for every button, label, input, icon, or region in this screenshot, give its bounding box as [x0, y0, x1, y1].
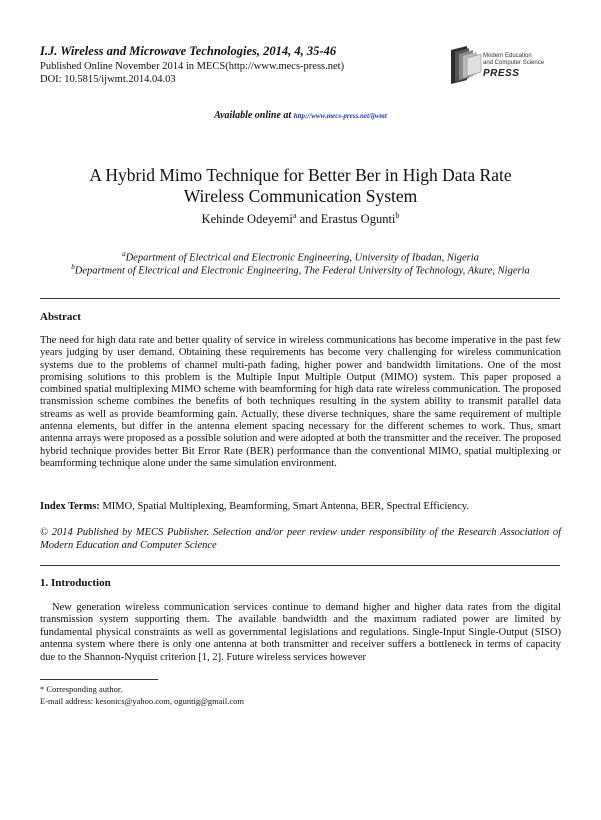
bottom-divider	[40, 565, 560, 566]
title-line-1: A Hybrid Mimo Technique for Better Ber in High Data Rate	[89, 165, 512, 185]
author-list	[0, 211, 601, 227]
available-online	[0, 110, 601, 121]
available-label: Available online at	[214, 110, 292, 121]
journal-citation: I.J. Wireless and Microwave Technologies, 2014, 4, 35-46	[40, 44, 337, 58]
abstract-heading: Abstract	[40, 311, 81, 323]
title-line-2: Wireless Communication System	[183, 186, 418, 206]
footnote-corresponding: * Corresponding author.	[40, 684, 123, 694]
doi-line: DOI: 10.5815/ijwmt.2014.04.03	[40, 74, 176, 85]
logo-caption	[483, 53, 563, 66]
affiliation-b	[0, 263, 601, 277]
logo-press: PRESS	[483, 68, 520, 79]
introduction-body: New generation wireless communication services continue to demand higher and higher data rates from the digital transmission system supporting them. The available bandwidth and the maximum radiated power are limited by fundamental physical constraints as well as governmental legislations and regulations. Single-Input Single-Output (SISO) antenna system where there is only one antenna at both transmitter and receiver suffers a bottleneck in terms of capacity due to the Shannon-Nyquist criterion [1, 2]. Future wireless services however	[40, 602, 561, 663]
affiliation-b-sup: b	[71, 263, 75, 271]
journal-url-link[interactable]: http://www.mecs-press.net/ijwmt	[293, 112, 387, 120]
author-and: and	[296, 212, 321, 227]
logo-line-2: and Computer Science	[483, 59, 545, 66]
affiliation-a	[0, 250, 601, 264]
author-2-sup: b	[395, 211, 400, 220]
index-terms-text: MIMO, Spatial Multiplexing, Beamforming, Smart Antenna, BER, Spectral Efficiency.	[99, 501, 469, 512]
books-logo-icon	[447, 44, 483, 86]
footnote-rule	[40, 679, 158, 680]
footnote-email: E-mail address: kesonics@yahoo.com, oguntig@gmail.com	[40, 696, 245, 706]
affiliation-a-text: Department of Electrical and Electronic Engineering, University of Ibadan, Nigeria	[125, 252, 479, 264]
author-2: Erastus Ogunti	[320, 212, 396, 227]
top-divider	[40, 298, 560, 299]
copyright-notice: © 2014 Published by MECS Publisher. Selection and/or peer review under responsibility of the Research Association of Modern Education and Computer Science	[40, 527, 561, 551]
affiliation-a-sup: a	[122, 250, 126, 258]
index-terms	[40, 501, 561, 512]
abstract-body: The need for high data rate and better quality of service in wireless communications has become imperative in the past few years judging by user demand. Obtaining these requirements has become very challenging for wireless communication systems due to the problems of channel multi-path fading, higher power and bandwidth limitations. One of the most promising solutions to this problem is the Multiple Input Multiple Output (MIMO) system. This paper proposed a combined spatial multiplexing MIMO scheme with beamforming for high data rate wireless communication. The proposed transmission scheme combines the benefits of both techniques resulting in the system ability to transmit parallel data streams as well as provide beamforming gain. Actually, these diverse techniques, share the same requirement of multiple antenna elements, but differ in the antenna element spacing necessary for the different schemes to work. Thus, smart antenna arrays were proposed as a possible solution and were adopted at both the transmitter and the receiver. The proposed hybrid technique provides better Bit Error Rate (BER) performance than the conventional MIMO, spatial multiplexing or beamforming technique alone under the same simulation environment.	[40, 335, 561, 469]
publisher-logo	[447, 44, 559, 86]
affiliation-b-text: Department of Electrical and Electronic Engineering, The Federal University of Technology, Akure, Nigeria	[74, 265, 530, 277]
logo-line-1: Modern Education	[483, 53, 532, 59]
paper-title	[0, 165, 601, 207]
introduction-heading: 1. Introduction	[40, 577, 111, 589]
publication-line: Published Online November 2014 in MECS(http://www.mecs-press.net)	[40, 61, 345, 72]
author-1-sup: a	[292, 211, 297, 220]
author-1: Kehinde Odeyemi	[201, 212, 293, 227]
index-terms-label: Index Terms:	[40, 501, 100, 512]
